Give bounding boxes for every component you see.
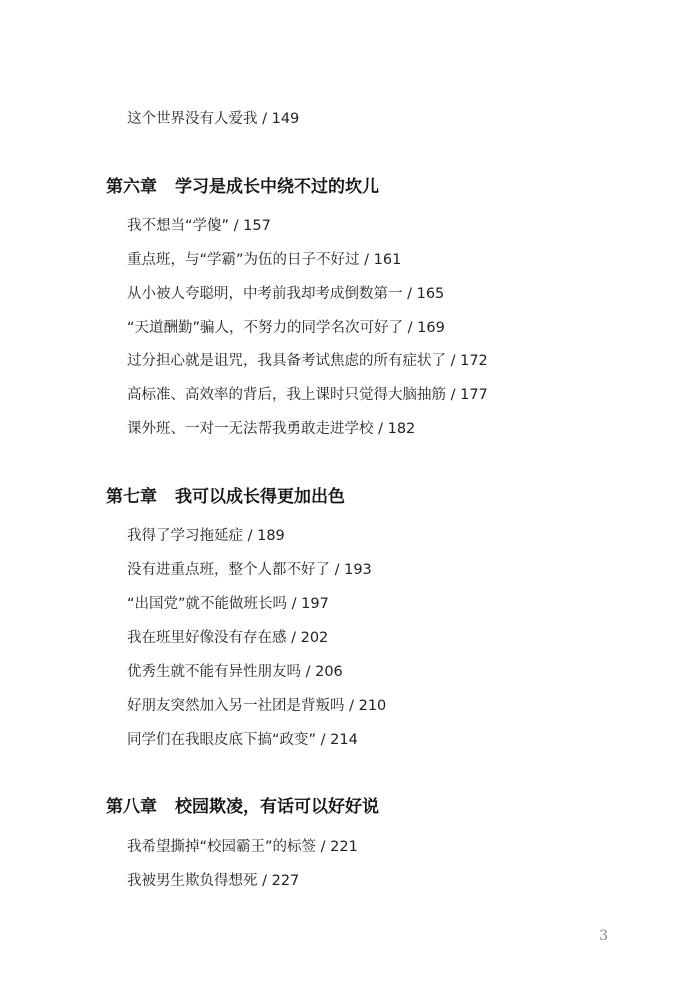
toc-entry-title: 优秀生就不能有异性朋友吗 [127,664,301,680]
toc-entry-title: 好朋友突然加入另一社团是背叛吗 [127,698,345,714]
toc-entry-page: 193 [344,562,372,578]
chapter-title: 学习是成长中绕不过的坎儿 [175,177,379,197]
toc-entry-page: 182 [387,421,416,437]
toc-entry: 高标准、高效率的背后，我上课时只觉得大脑抽筋 / 177 [127,387,488,403]
toc-entry-title: “天道酬勤”骗人，不努力的同学名次可好了 [127,320,404,336]
chapter-number: 第六章 [106,177,157,197]
page-number: 3 [599,928,608,944]
toc-entry-title: 过分担心就是诅咒，我具备考试焦虑的所有症状了 [127,353,446,369]
chapter-title: 我可以成长得更加出色 [175,487,345,507]
toc-entry: 我被男生欺负得想死 / 227 [127,873,300,889]
toc-entry-page: 165 [416,286,445,302]
chapter-number: 第八章 [106,797,157,817]
toc-entry-page: 189 [257,528,285,544]
toc-entry: 没有进重点班，整个人都不好了 / 193 [127,562,372,578]
toc-entry-title: 我在班里好像没有存在感 [127,630,287,646]
chapter-heading [106,176,379,198]
toc-entry-title: “出国党”就不能做班长吗 [127,596,288,612]
toc-entry: 过分担心就是诅咒，我具备考试焦虑的所有症状了 / 172 [127,353,488,369]
toc-entry-title: 从小被人夸聪明，中考前我却考成倒数第一 [127,286,403,302]
toc-entry-title: 没有进重点班，整个人都不好了 [127,562,330,578]
toc-entry-title: 这个世界没有人爱我 [127,111,258,127]
toc-entry-page: 169 [417,320,445,336]
chapter-heading [106,796,379,818]
toc-entry-page: 221 [330,839,358,855]
toc-entry-page: 214 [330,732,358,748]
toc-entry-page: 172 [460,353,488,369]
toc-entry: 从小被人夸聪明，中考前我却考成倒数第一 / 165 [127,286,445,302]
toc-entry: 我得了学习拖延症 / 189 [127,528,285,544]
toc-entry-page: 197 [301,596,329,612]
toc-entry-page: 157 [243,218,271,234]
toc-entry-page: 227 [271,873,300,889]
toc-entry-title: 课外班、一对一无法帮我勇敢走进学校 [127,421,374,437]
toc-entry: 这个世界没有人爱我 / 149 [127,111,300,127]
toc-entry: “出国党”就不能做班长吗 / 197 [127,596,329,612]
toc-entry-page: 149 [271,111,300,127]
toc-entry: 课外班、一对一无法帮我勇敢走进学校 / 182 [127,421,416,437]
toc-entry-title: 我希望撕掉“校园霸王”的标签 [127,839,317,855]
toc-entry: 同学们在我眼皮底下搞“政变” / 214 [127,732,358,748]
chapter-heading [106,486,345,508]
toc-entry-title: 高标准、高效率的背后，我上课时只觉得大脑抽筋 [127,387,446,403]
toc-entry-title: 同学们在我眼皮底下搞“政变” [127,732,317,748]
toc-entry-title: 我不想当“学傻” [127,218,230,234]
toc-entry-title: 我得了学习拖延症 [127,528,243,544]
chapter-title: 校园欺凌，有话可以好好说 [175,797,379,817]
toc-entry-title: 我被男生欺负得想死 [127,873,258,889]
toc-entry-page: 161 [373,252,402,268]
toc-entry: “天道酬勤”骗人，不努力的同学名次可好了 / 169 [127,320,445,336]
toc-entry: 我希望撕掉“校园霸王”的标签 / 221 [127,839,358,855]
toc-entry-title: 重点班，与“学霸”为伍的日子不好过 [127,252,360,268]
toc-entry: 优秀生就不能有异性朋友吗 / 206 [127,664,343,680]
toc-entry: 我在班里好像没有存在感 / 202 [127,630,329,646]
toc-entry-page: 206 [315,664,343,680]
toc-entry-page: 210 [358,698,387,714]
toc-entry: 好朋友突然加入另一社团是背叛吗 / 210 [127,698,387,714]
toc-entry-page: 177 [460,387,488,403]
chapter-number: 第七章 [106,487,157,507]
toc-entry: 重点班，与“学霸”为伍的日子不好过 / 161 [127,252,402,268]
toc-entry-page: 202 [300,630,329,646]
toc-entry: 我不想当“学傻” / 157 [127,218,271,234]
